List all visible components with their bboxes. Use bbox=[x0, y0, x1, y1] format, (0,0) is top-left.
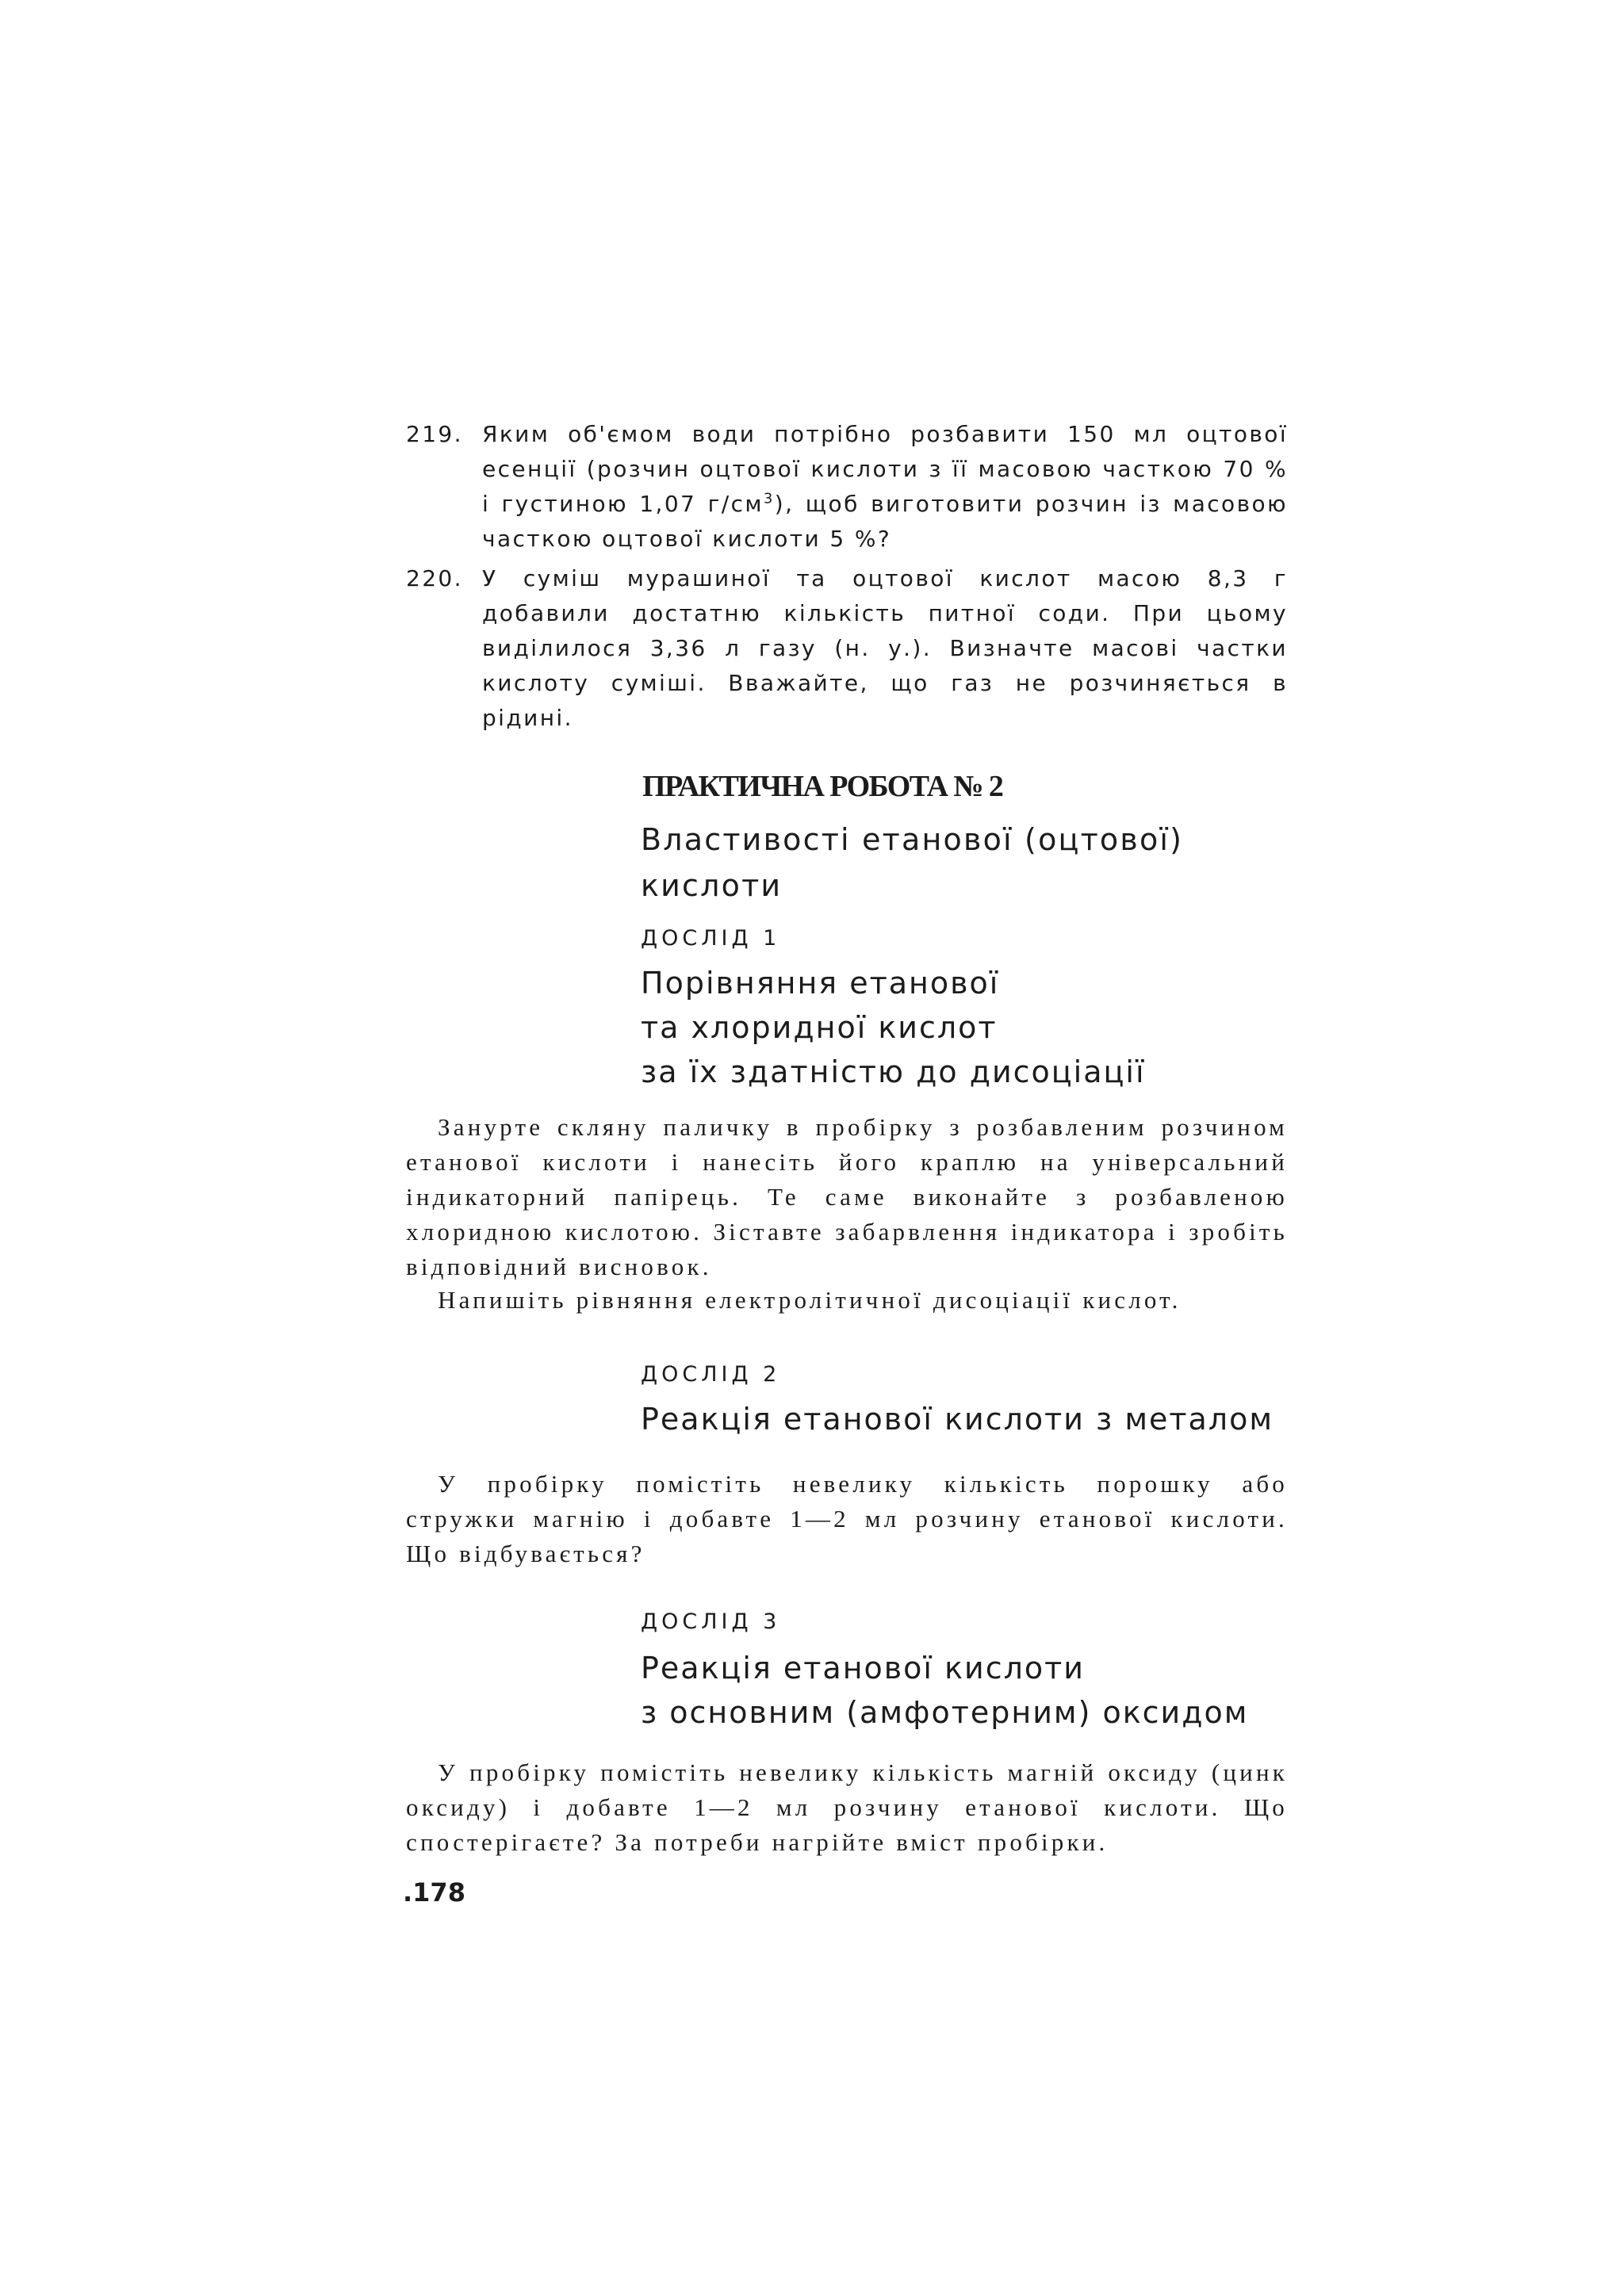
experiment-3-paragraph: У пробірку помістіть невелику кількість магній оксиду (цинк оксиду) і добавте 1—2 мл розчину етанової кислоти. Що спостерігаєте? За потреби нагрійте вміст пробірки. bbox=[406, 1758, 1288, 1856]
experiment-1-paragraph: Занурте скляну паличку в пробірку з розбавленим розчином етанової кислоти і нанесіть його краплю на універсальний індикаторний папірець. Те саме виконайте з розбавленою хлоридною кислотою. Зіставте забарвлення індикатора і зробіть відповідний висновок. bbox=[406, 1113, 1288, 1280]
exercise-219 bbox=[406, 417, 1288, 557]
experiment-3-title: Реакція етанової кислоти з основним (амфотерним) оксидом bbox=[641, 1651, 1249, 1730]
experiment-2-paragraph: У пробірку помістіть невелику кількість порошку або стружки магнію і добавте 1—2 мл розчину етанової кислоти. Що відбувається? bbox=[406, 1470, 1288, 1567]
page-number: .178 bbox=[403, 1877, 465, 1908]
exercise-text: У суміш мурашиної та оцтової кислот масою 8,3 г добавили достатню кількість питної соди. При цьому виділилося 3,36 л газу (н. у.). Визначте масові частки кислоту суміші. Вважайте, що газ не розчиняється в рідині. bbox=[482, 565, 1288, 731]
exercise-220 bbox=[406, 561, 1288, 736]
experiment-1-title: Порівняння етанової та хлоридної кислот за їх здатністю до дисоціації bbox=[641, 966, 1146, 1089]
experiment-1-paragraph-2: Напишіть рівняння електролітичної дисоціації кислот. bbox=[438, 1286, 1182, 1314]
superscript: 3 bbox=[763, 490, 775, 507]
exercise-number: 219. bbox=[406, 421, 463, 447]
practical-work-title: ПРАКТИЧНА РОБОТА № 2 bbox=[642, 770, 1003, 803]
experiment-2-label: ДОСЛІД 2 bbox=[641, 1362, 781, 1387]
exercise-number: 220. bbox=[406, 565, 463, 591]
practical-work-subtitle: Властивості етанової (оцтової) кислоти bbox=[641, 822, 1184, 903]
experiment-3-label: ДОСЛІД 3 bbox=[641, 1609, 781, 1634]
experiment-2-title: Реакція етанової кислоти з металом bbox=[641, 1402, 1274, 1437]
exercise-text: Яким об'ємом води потрібно розбавити 150 мл оцтової есенції (розчин оцтової кислоти з її масовою часткою 70 % і густиною 1,07 $г/см^3$), щоб виготовити розчин із масовою часткою оцтової кислоти 5 %? bbox=[482, 421, 1288, 552]
experiment-1-label: ДОСЛІД 1 bbox=[641, 926, 781, 951]
